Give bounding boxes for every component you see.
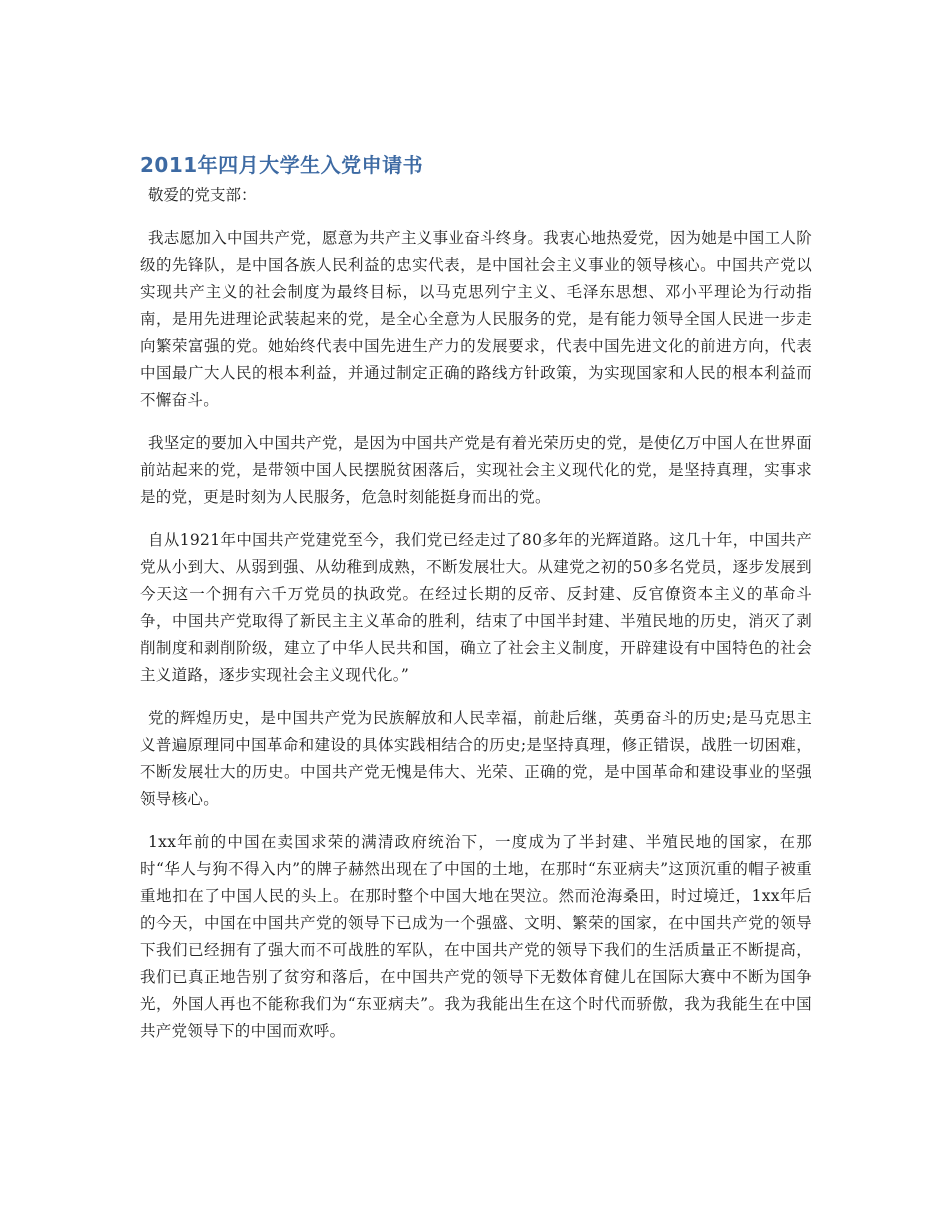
- document-title: 2011年四月大学生入党申请书: [140, 153, 424, 177]
- paragraph-4: 党的辉煌历史，是中国共产党为民族解放和人民幸福，前赴后继，英勇奋斗的历史;是马克思主义普遍原理同中国革命和建设的具体实践相结合的历史;是坚持真理，修正错误，战胜一切困难，不断发展壮大的历史。中国共产党无愧是伟大、光荣、正确的党，是中国革命和建设事业的坚强领导核心。: [140, 709, 812, 808]
- paragraph-1: 我志愿加入中国共产党，愿意为共产主义事业奋斗终身。我衷心地热爱党，因为她是中国工人阶级的先锋队，是中国各族人民利益的忠实代表，是中国社会主义事业的领导核心。中国共产党以实现共产主义的社会制度为最终目标，以马克思列宁主义、毛泽东思想、邓小平理论为行动指南，是用先进理论武装起来的党，是全心全意为人民服务的党，是有能力领导全国人民进一步走向繁荣富强的党。她始终代表中国先进生产力的发展要求，代表中国先进文化的前进方向，代表中国最广大人民的根本利益，并通过制定正确的路线方针政策，为实现国家和人民的根本利益而不懈奋斗。: [140, 229, 812, 409]
- salutation: 敬爱的党支部：: [148, 186, 257, 204]
- paragraph-3: 自从1921年中国共产党建党至今，我们党已经走过了80多年的光辉道路。这几十年，中国共产党从小到大、从弱到强、从幼稚到成熟，不断发展壮大。从建党之初的50多名党员，逐步发展到今天这一个拥有六千万党员的执政党。在经过长期的反帝、反封建、反官僚资本主义的革命斗争，中国共产党取得了新民主主义革命的胜利，结束了中国半封建、半殖民地的历史，消灭了剥削制度和剥削阶级，建立了中华人民共和国，确立了社会主义制度，开辟建设有中国特色的社会主义道路，逐步实现社会主义现代化。”: [140, 531, 812, 684]
- paragraph-2: 我坚定的要加入中国共产党，是因为中国共产党是有着光荣历史的党，是使亿万中国人在世界面前站起来的党，是带领中国人民摆脱贫困落后，实现社会主义现代化的党，是坚持真理，实事求是的党，更是时刻为人民服务，危急时刻能挺身而出的党。: [140, 434, 812, 506]
- document-page: [140, 150, 812, 1045]
- paragraph-5: 1xx年前的中国在卖国求荣的满清政府统治下，一度成为了半封建、半殖民地的国家，在那时“华人与狗不得入内”的牌子赫然出现在了中国的土地，在那时“东亚病夫”这顶沉重的帽子被重重地扣在了中国人民的头上。在那时整个中国大地在哭泣。然而沧海桑田，时过境迁，1xx年后的今天，中国在中国共产党的领导下已成为一个强盛、文明、繁荣的国家，在中国共产党的领导下我们已经拥有了强大而不可战胜的军队，在中国共产党的领导下我们的生活质量正不断提高，我们已真正地告别了贫穷和落后，在中国共产党的领导下无数体育健儿在国际大赛中不断为国争光，外国人再也不能称我们为“东亚病夫”。我为我能出生在这个时代而骄傲，我为我能生在中国共产党领导下的中国而欢呼。: [140, 833, 812, 1040]
